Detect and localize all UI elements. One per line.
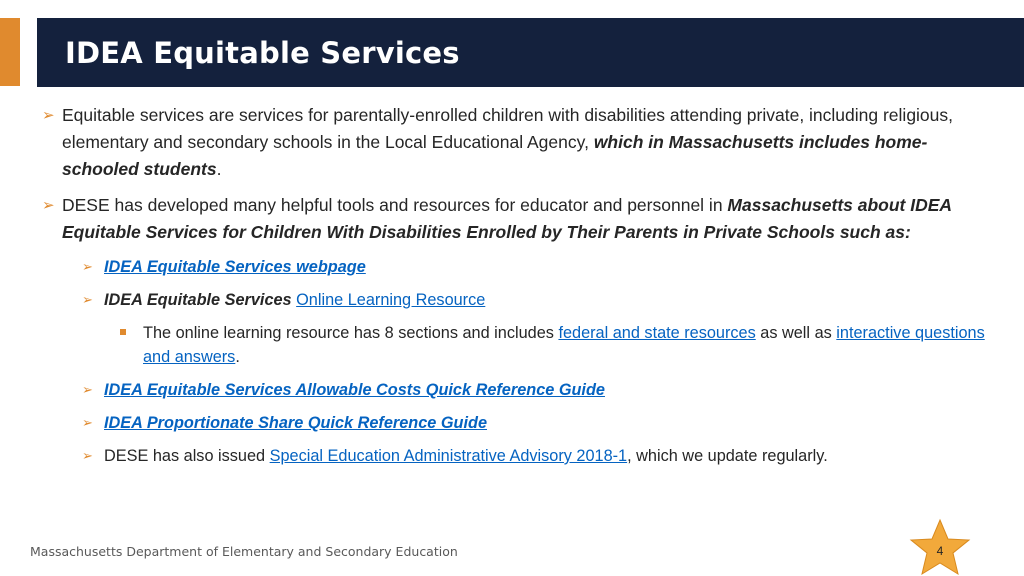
- proportionate-share-guide-link[interactable]: IDEA Proportionate Share Quick Reference Guide: [104, 414, 488, 432]
- sub-bullet-online-learning: [82, 288, 992, 312]
- slide-title: IDEA Equitable Services: [65, 35, 460, 70]
- arrow-bullet-icon: ➢: [82, 259, 93, 274]
- detail-text-b: as well as: [755, 324, 837, 342]
- advisory-text-a: DESE has also issued: [104, 447, 270, 465]
- sub-sub-bullet-resource-details: [120, 321, 992, 369]
- federal-state-resources-link[interactable]: federal and state resources: [558, 324, 756, 342]
- online-learning-resource-link[interactable]: Online Learning Resource: [296, 291, 486, 309]
- sub-bullet-proportionate-share: [82, 411, 992, 435]
- sub-bullet-allowable-costs: [82, 378, 992, 402]
- equitable-services-webpage-link[interactable]: IDEA Equitable Services webpage: [104, 258, 366, 276]
- arrow-bullet-icon: ➢: [42, 197, 55, 214]
- bullet-dese-tools: [42, 192, 992, 246]
- square-bullet-icon: [120, 329, 126, 335]
- page-number-badge: [908, 518, 972, 576]
- advisory-text-b: , which we update regularly.: [627, 447, 828, 465]
- arrow-bullet-icon: ➢: [82, 415, 93, 430]
- arrow-bullet-icon: ➢: [82, 448, 93, 463]
- bullet-end: .: [216, 159, 222, 179]
- bullet-equitable-services: [42, 102, 992, 183]
- allowable-costs-guide-link[interactable]: IDEA Equitable Services Allowable Costs Quick Reference Guide: [104, 381, 605, 399]
- arrow-bullet-icon: ➢: [82, 292, 93, 307]
- sub-bullet-webpage: [82, 255, 992, 279]
- bullet-text: DESE has developed many helpful tools and resources for educator and personnel in: [62, 195, 728, 215]
- detail-text-a: The online learning resource has 8 sections and includes: [143, 324, 559, 342]
- detail-end: .: [235, 348, 240, 366]
- footer-org: Massachusetts Department of Elementary and Secondary Education: [30, 544, 458, 559]
- administrative-advisory-link[interactable]: Special Education Administrative Advisory 2018-1: [269, 447, 628, 465]
- interactive-qa-link[interactable]: interactive questions and answers: [143, 324, 985, 366]
- slide-content: [42, 102, 992, 477]
- bullet-emphasis: Massachusetts about IDEA Equitable Services for Children With Disabilities Enrolled by Their Parents in Private Schools such as:: [62, 195, 952, 242]
- sub-bullet-text: IDEA Equitable Services: [104, 291, 297, 309]
- title-bar: [37, 18, 1024, 87]
- bullet-text: Equitable services are services for parentally-enrolled children with disabilities attending private, including religious, elementary and secondary schools in the Local Educational Agency,: [62, 105, 954, 152]
- bullet-emphasis: which in Massachusetts includes home-schooled students: [62, 132, 928, 179]
- accent-bar: [0, 18, 20, 86]
- arrow-bullet-icon: ➢: [42, 107, 55, 124]
- arrow-bullet-icon: ➢: [82, 382, 93, 397]
- sub-bullet-advisory: [82, 444, 992, 468]
- page-number: 4: [936, 544, 944, 558]
